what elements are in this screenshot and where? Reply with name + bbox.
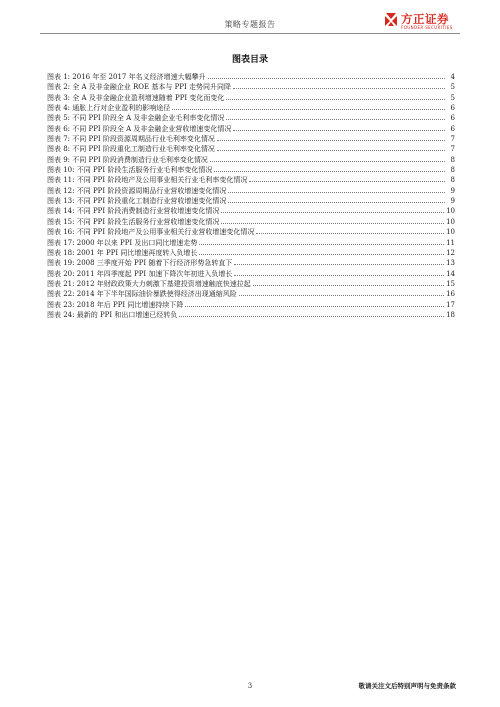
toc-entry-title: 全 A 及非金融企业盈利增速随着 PPI 变化而变化 (72, 93, 225, 102)
toc-entry-title: 不同 PPI 阶段地产及公用事业相关行业营收增速变化情况 (76, 228, 255, 237)
toc-entry-label: 图表 2: (47, 83, 71, 92)
toc-entry-label: 图表 11: (47, 176, 75, 185)
toc-entry-label: 图表 21: (47, 279, 75, 288)
dot-leader (179, 315, 444, 317)
toc-entry-page: 9 (450, 197, 455, 206)
toc-entry[interactable] (47, 217, 455, 227)
toc-entry[interactable] (47, 124, 455, 134)
table-of-contents (47, 72, 455, 320)
toc-entry[interactable] (47, 186, 455, 196)
toc-entry[interactable] (47, 279, 455, 289)
toc-entry[interactable] (47, 227, 455, 237)
toc-entry[interactable] (47, 165, 455, 175)
toc-entry-label: 图表 9: (47, 155, 71, 164)
toc-entry-title: 不同 PPI 阶段资源周期品行业毛利率变化情况 (72, 135, 215, 144)
toc-entry-label: 图表 20: (47, 269, 75, 278)
toc-entry-page: 8 (450, 176, 455, 185)
toc-entry-label: 图表 8: (47, 145, 71, 154)
toc-entry-title: 不同 PPI 阶段重化工制造行业营收增速变化情况 (76, 197, 227, 206)
toc-entry-title: 不同 PPI 阶段重化工制造行业毛利率变化情况 (72, 145, 215, 154)
toc-entry-label: 图表 12: (47, 186, 75, 195)
toc-entry-page: 15 (446, 279, 455, 288)
toc-entry[interactable] (47, 103, 455, 113)
toc-entry-page: 6 (450, 124, 455, 133)
toc-entry-page: 10 (446, 207, 455, 216)
toc-entry-page: 16 (446, 290, 455, 299)
dot-leader (253, 284, 444, 286)
toc-entry-title: 不同 PPI 阶段资源周期品行业营收增速变化情况 (76, 186, 227, 195)
toc-entry-title: 2012 年财政政策大力刺激下基建投资增速触底快速拉起 (76, 279, 251, 288)
toc-entry-page: 6 (450, 104, 455, 113)
toc-entry-page: 8 (450, 155, 455, 164)
toc-entry[interactable] (47, 134, 455, 144)
toc-entry[interactable] (47, 93, 455, 103)
dot-leader (233, 129, 445, 131)
toc-entry-title: 不同 PPI 阶段全 A 及非金融企业毛利率变化情况 (72, 114, 225, 123)
toc-entry-label: 图表 3: (47, 93, 71, 102)
toc-entry[interactable] (47, 258, 455, 268)
header-divider (40, 33, 460, 34)
dot-leader (256, 232, 444, 234)
toc-entry-label: 图表 23: (47, 300, 75, 309)
dot-leader (226, 118, 445, 120)
toc-entry-label: 图表 7: (47, 135, 71, 144)
dot-leader (210, 160, 445, 162)
dot-leader (239, 294, 444, 296)
toc-title: 图表目录 (231, 55, 268, 65)
dot-leader (234, 274, 444, 276)
toc-entry[interactable] (47, 300, 455, 310)
toc-entry-label: 图表 10: (47, 166, 75, 175)
logo-text: 方正证券 (401, 12, 449, 26)
dot-leader (199, 243, 444, 245)
logo-subtext: FOUNDER SECURITIES (401, 25, 453, 30)
toc-entry-page: 18 (446, 310, 455, 319)
report-type-header: 策略专题报告 (224, 20, 276, 29)
dot-leader (228, 191, 445, 193)
toc-entry-label: 图表 15: (47, 217, 75, 226)
toc-entry-title: 2014 年下半年国际油价暴跌使得经济出现通缩风险 (76, 290, 237, 299)
toc-entry[interactable] (47, 82, 455, 92)
toc-entry[interactable] (47, 196, 455, 206)
toc-entry-label: 图表 1: (47, 73, 71, 81)
dot-leader (185, 305, 444, 307)
toc-entry-label: 图表 4: (47, 104, 71, 113)
toc-entry-page: 10 (446, 217, 455, 226)
dot-leader (199, 253, 444, 255)
toc-entry-page: 7 (450, 145, 455, 154)
page-number: 3 (247, 682, 253, 690)
dot-leader (233, 87, 445, 89)
dot-leader (226, 98, 445, 100)
toc-entry-page: 14 (446, 269, 455, 278)
toc-entry-label: 图表 14: (47, 207, 75, 216)
toc-entry-title: 不同 PPI 阶段消费制造行业毛利率变化情况 (72, 155, 208, 164)
toc-entry-page: 4 (450, 73, 455, 81)
toc-entry[interactable] (47, 113, 455, 123)
toc-entry-label: 图表 5: (47, 114, 71, 123)
dot-leader (217, 149, 445, 151)
toc-entry-title: 2011 年四季度起 PPI 加速下降次年初进入负增长 (76, 269, 233, 278)
toc-entry-title: 不同 PPI 阶段生活服务行业营收增速变化情况 (76, 217, 220, 226)
toc-entry[interactable] (47, 310, 455, 320)
toc-entry-label: 图表 6: (47, 124, 71, 133)
toc-entry-title: 2001 年 PPI 同比增速再度转入负增长 (76, 248, 198, 257)
dot-leader (221, 222, 444, 224)
toc-entry-page: 12 (446, 248, 455, 257)
toc-entry-label: 图表 22: (47, 290, 75, 299)
dot-leader (214, 170, 445, 172)
toc-entry[interactable] (47, 248, 455, 258)
toc-entry-page: 13 (446, 259, 455, 268)
toc-entry[interactable] (47, 206, 455, 216)
toc-entry-page: 11 (446, 238, 455, 247)
toc-entry-page: 6 (450, 114, 455, 123)
toc-entry-title: 全 A 及非金融企业 ROE 基本与 PPI 走势同升同降 (72, 83, 231, 92)
toc-entry-page: 7 (450, 135, 455, 144)
toc-entry-title: 不同 PPI 阶段地产及公用事业相关行业毛利率变化情况 (76, 176, 248, 185)
toc-entry[interactable] (47, 144, 455, 154)
dot-leader (172, 108, 445, 110)
dot-leader (249, 180, 445, 182)
toc-entry-page: 9 (450, 186, 455, 195)
dot-leader (217, 139, 445, 141)
toc-entry[interactable] (47, 238, 455, 248)
dot-leader (208, 77, 445, 79)
toc-entry-title: 2018 年后 PPI 同比增速持续下降 (76, 300, 184, 309)
toc-entry-label: 图表 17: (47, 238, 75, 247)
toc-entry-page: 8 (450, 166, 455, 175)
toc-entry-page: 5 (450, 83, 455, 92)
toc-entry-label: 图表 24: (47, 310, 75, 319)
toc-entry-title: 最新的 PPI 和出口增速已经转负 (76, 310, 178, 319)
toc-entry-title: 不同 PPI 阶段生活服务行业毛利率变化情况 (76, 166, 213, 175)
dot-leader (228, 201, 445, 203)
toc-entry-label: 图表 18: (47, 248, 75, 257)
toc-entry-title: 不同 PPI 阶段全 A 及非金融企业营收增速变化情况 (72, 124, 232, 133)
toc-entry-page: 5 (450, 93, 455, 102)
toc-entry-title: 2016 年至 2017 年名义经济增速大幅攀升 (72, 73, 206, 81)
toc-entry[interactable] (47, 269, 455, 279)
founder-logo-icon (384, 12, 398, 27)
toc-entry[interactable] (47, 72, 455, 82)
toc-entry-title: 2008 三季度开始 PPI 随着下行经济形势急转直下 (76, 259, 233, 268)
toc-entry-page: 17 (446, 300, 455, 309)
toc-entry-title: 2000 年以来 PPI 及出口同比增速走势 (76, 238, 198, 247)
toc-entry-label: 图表 16: (47, 228, 75, 237)
toc-entry-page: 10 (446, 228, 455, 237)
dot-leader (221, 211, 444, 213)
toc-entry[interactable] (47, 175, 455, 185)
toc-entry[interactable] (47, 155, 455, 165)
toc-entry-label: 图表 13: (47, 197, 75, 206)
toc-entry-title: 通胀上行对企业盈利的影响途径 (72, 104, 171, 113)
toc-entry-title: 不同 PPI 阶段消费制造行业营收增速变化情况 (76, 207, 220, 216)
toc-entry-label: 图表 19: (47, 259, 75, 268)
disclaimer-notice: 敬请关注文后特别声明与免责条款 (358, 682, 456, 690)
dot-leader (234, 263, 444, 265)
toc-entry[interactable] (47, 289, 455, 299)
